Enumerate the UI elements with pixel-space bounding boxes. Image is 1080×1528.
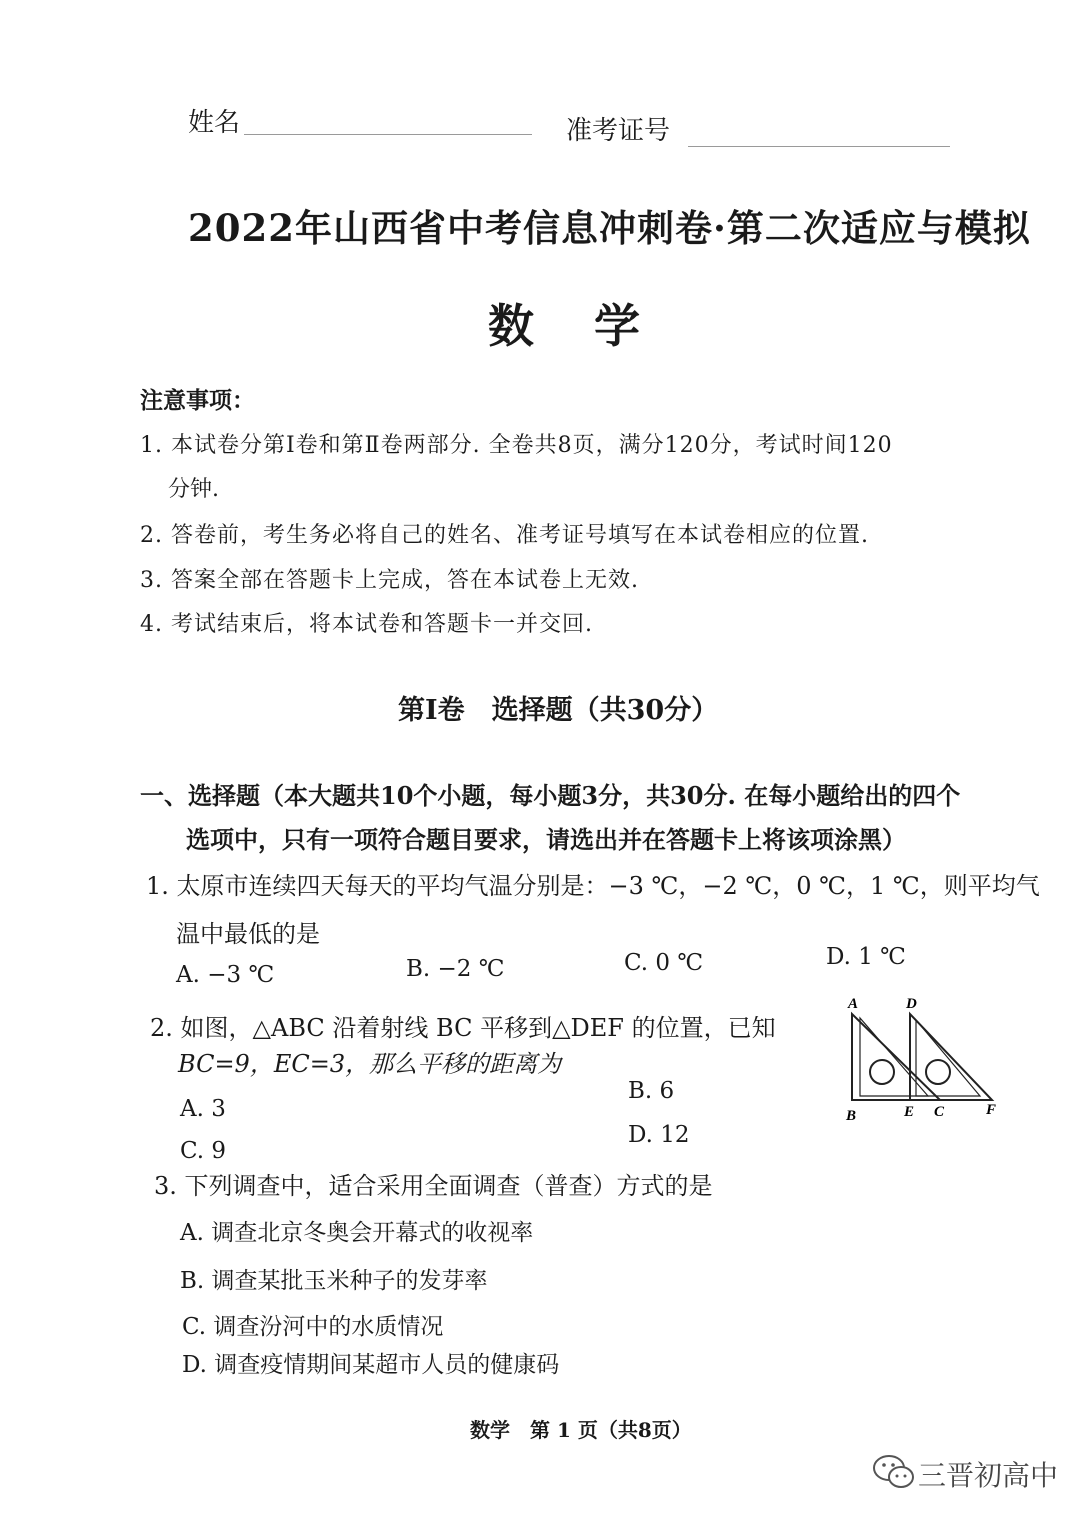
label-a: A [848,996,859,1012]
q1-option-c: C. 0 ℃ [624,950,704,976]
watermark-text: 三晋初高中 [918,1459,1059,1492]
exam-title: 2022年山西省中考信息冲刺卷·第二次适应与模拟 [188,206,1031,250]
question-1: 1. 太原市连续四天每天的平均气温分别是：−3 ℃，−2 ℃，0 ℃，1 ℃，则平均气 [146,872,1040,900]
q3-option-a: A. 调查北京冬奥会开幕式的收视率 [180,1220,534,1246]
q1-option-a: A. −3 ℃ [176,962,275,988]
notice-heading: 注意事项： [140,387,255,414]
label-d: D [906,996,917,1012]
q3-option-c: C. 调查汾河中的水质情况 [182,1314,444,1340]
question-3: 3. 下列调查中，适合采用全面调查（普查）方式的是 [154,1172,713,1200]
page-footer: 数学 第 1 页（共8页） [470,1418,692,1442]
wechat-icon [872,1452,916,1492]
id-field-line [688,146,950,147]
label-c: C [934,1104,945,1120]
triangle-def [910,1014,992,1100]
notice-item: 4. 考试结束后，将本试卷和答题卡一并交回. [140,612,593,637]
label-b: B [846,1108,857,1124]
q3-option-b: B. 调查某批玉米种子的发芽率 [180,1268,488,1294]
q2-option-d: D. 12 [628,1122,690,1148]
name-label: 姓名 [188,108,241,138]
subject-title: 数学 [488,299,700,353]
q2-option-a: A. 3 [180,1096,226,1122]
q2-option-c: C. 9 [180,1138,227,1164]
name-field-line [244,134,532,135]
q1-option-b: B. −2 ℃ [406,956,505,982]
question-1-cont: 温中最低的是 [176,920,320,948]
triangle-abc [852,1014,940,1100]
q3-option-d: D. 调查疫情期间某超市人员的健康码 [182,1352,560,1378]
notice-item: 3. 答案全部在答题卡上完成，答在本试卷上无效. [140,568,639,593]
question-2-cont: BC=9，EC=3，那么平移的距离为 [178,1050,562,1078]
notice-item: 1. 本试卷分第Ⅰ卷和第Ⅱ卷两部分. 全卷共8页，满分120分，考试时间120 [140,433,893,458]
id-label: 准考证号 [566,116,671,146]
q2-option-b: B. 6 [628,1078,675,1104]
notice-item: 2. 答卷前，考生务必将自己的姓名、准考证号填写在本试卷相应的位置. [140,523,869,548]
q1-option-d: D. 1 ℃ [826,944,906,970]
section-instructions-cont: 选项中，只有一项符合题目要求，请选出并在答题卡上将该项涂黑） [186,825,906,854]
translation-figure [836,992,1006,1130]
part-title: 第Ⅰ卷 选择题（共30分） [398,695,719,726]
label-e: E [904,1104,915,1120]
label-f: F [986,1102,997,1118]
section-instructions: 一、选择题（本大题共10个小题，每小题3分，共30分. 在每小题给出的四个 [140,781,961,810]
notice-item: 分钟. [168,477,219,502]
question-2: 2. 如图，△ABC 沿着射线 BC 平移到△DEF 的位置，已知 [150,1014,776,1042]
